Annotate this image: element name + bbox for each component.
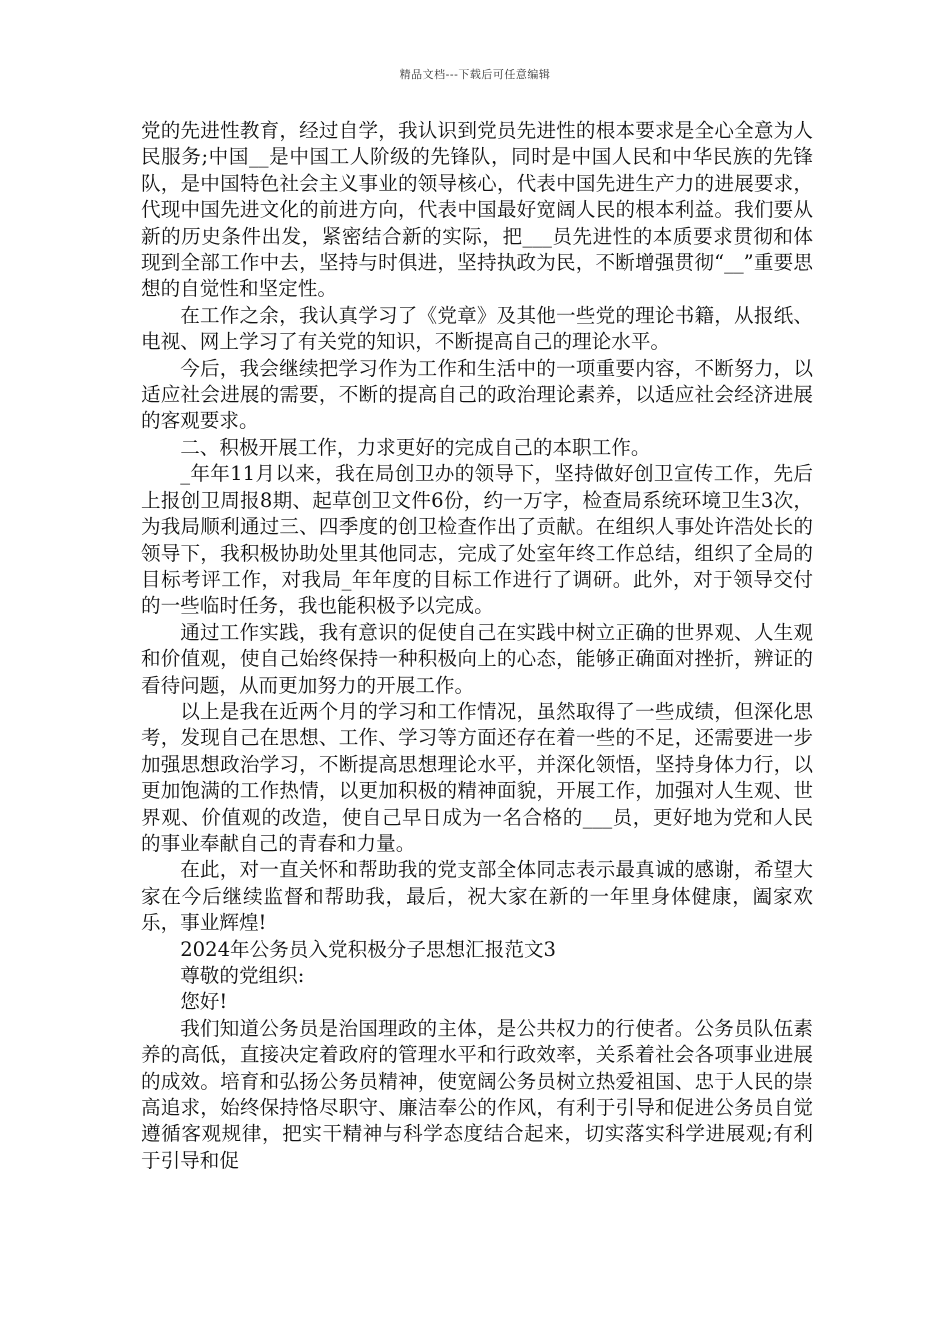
paragraph-future-study: 今后，我会继续把学习作为工作和生活中的一项重要内容，不断努力，以适应社会进展的需要，不断的提高自己的政治理论素养，以适应社会经济进展的客观要求。 — [141, 356, 813, 433]
page-header: 精品文档---下载后可任意编辑 — [399, 68, 551, 81]
paragraph-summary: 以上是我在近两个月的学习和工作情况，虽然取得了一些成绩，但深化思考，发现自己在思想、工作、学习等方面还存在着一些的不足，还需要进一步加强思想政治学习，不断提高思想理论水平，并深化领悟，坚持身体力行，以更加饱满的工作热情，以更加积极的精神面貌，开展工作，加强对人生观、世界观、价值观的改造，使自己早日成为一名合格的___员，更好地为党和人民的事业奉献自己的青春和力量。 — [141, 699, 813, 855]
paragraph-work-details: _年年11月以来，我在局创卫办的领导下，坚持做好创卫宣传工作，先后上报创卫周报8期、起草创卫文件6份，约一万字，检查局系统环境卫生3次，为我局顺利通过三、四季度的创卫检查作出了贡献。在组织人事处许浩处长的领导下，我积极协助处里其他同志，完成了处室年终工作总结，组织了全局的目标考评工作，对我局_年年度的目标工作进行了调研。此外，对于领导交付的一些临时任务，我也能积极予以完成。 — [141, 462, 813, 618]
salutation: 尊敬的党组织: — [180, 964, 305, 987]
sample-title: 2024年公务员入党积极分子思想汇报范文3 — [180, 937, 557, 961]
document-body — [141, 118, 813, 1174]
section-heading-work: 二、积极开展工作，力求更好的完成自己的本职工作。 — [180, 435, 651, 459]
paragraph-thanks: 在此，对一直关怀和帮助我的党支部全体同志表示最真诚的感谢，希望大家在今后继续监督和帮助我，最后，祝大家在新的一年里身体健康，阖家欢乐，事业辉煌! — [141, 858, 813, 935]
paragraph-party-advancedness: 党的先进性教育，经过自学，我认识到党员先进性的根本要求是全心全意为人民服务;中国__是中国工人阶级的先锋队，同时是中国人民和中华民族的先锋队，是中国特色社会主义事业的领导核心，代表中国先进生产力的进展要求，代现中国先进文化的前进方向，代表中国最好宽阔人民的根本利益。我们要从新的历史条件出发，紧密结合新的实际，把___员先进性的本质要求贯彻和体现到全部工作中去，坚持与时俱进，坚持执政为民，不断增强贯彻“__”重要思想的自觉性和坚定性。 — [141, 119, 813, 301]
greeting: 您好! — [180, 990, 228, 1014]
paragraph-civil-servants: 我们知道公务员是治国理政的主体，是公共权力的行使者。公务员队伍素养的高低，直接决定着政府的管理水平和行政效率，关系着社会各项事业进展的成效。培育和弘扬公务员精神，使宽阔公务员树立热爱祖国、忠于人民的崇高追求，始终保持恪尽职守、廉洁奉公的作风，有利于引导和促进公务员自觉遵循客观规律，把实干精神与科学态度结合起来，切实落实科学进展观;有利于引导和促 — [141, 1016, 813, 1172]
paragraph-work-practice: 通过工作实践，我有意识的促使自己在实践中树立正确的世界观、人生观和价值观，使自己始终保持一种积极向上的心态，能够正确面对挫折，辨证的看待问题，从而更加努力的开展工作。 — [141, 620, 813, 697]
paragraph-self-study: 在工作之余，我认真学习了《党章》及其他一些党的理论书籍，从报纸、电视、网上学习了有关党的知识，不断提高自己的理论水平。 — [141, 303, 813, 354]
